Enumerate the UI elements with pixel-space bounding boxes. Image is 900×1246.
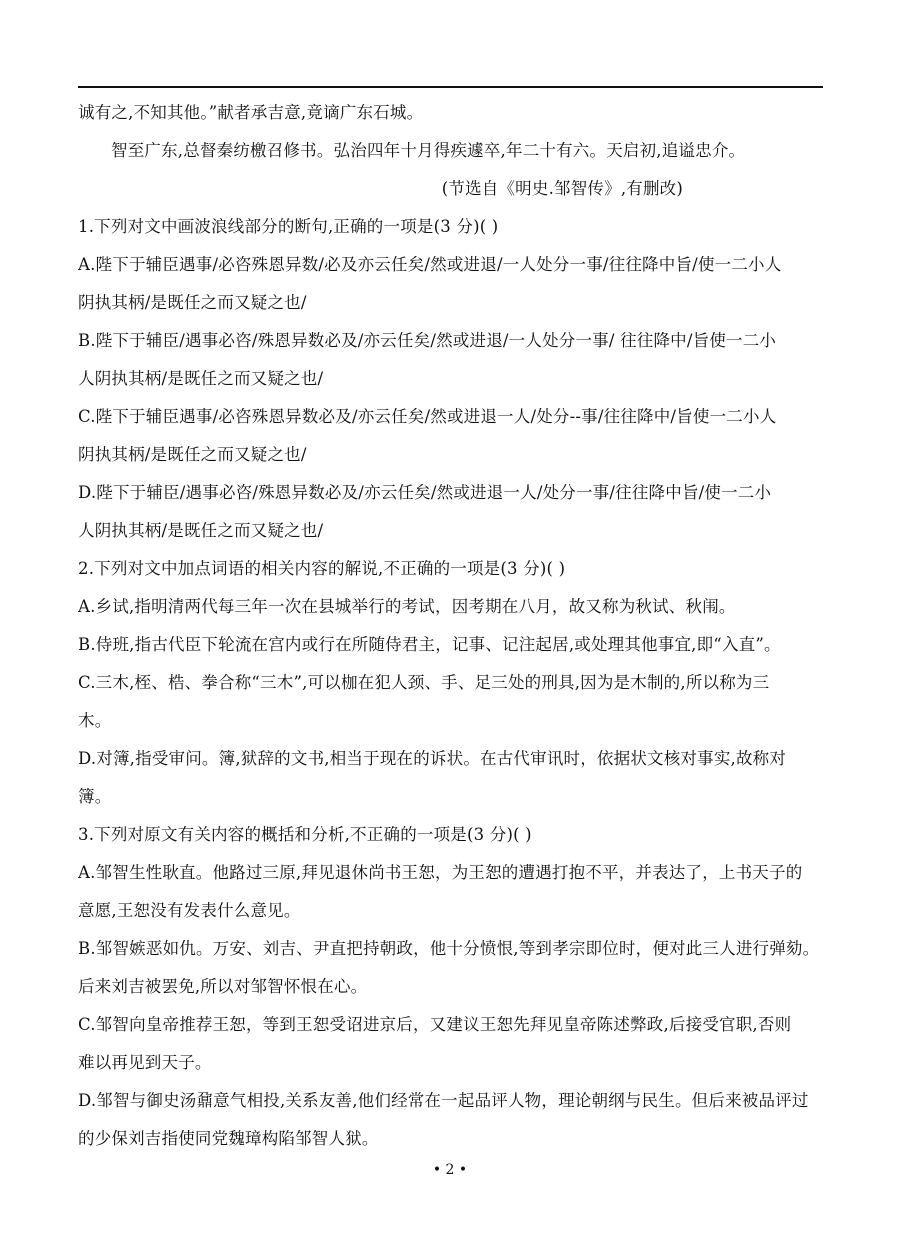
- question-3-option-a-cont: 意愿,王恕没有发表什么意见。: [78, 901, 301, 920]
- question-1-option-c-cont: 阴执其柄/是既任之而又疑之也/: [78, 445, 307, 464]
- question-1-option-b-cont: 人阴执其柄/是既任之而又疑之也/: [78, 369, 324, 388]
- question-1-option-d: D.陛下于辅臣/遇事必咨/殊恩异数必及/亦云任矣/然或进退一人/处分一事/往往降中旨/使一二小: [78, 483, 772, 502]
- question-1-option-c: C.陛下于辅臣遇事/必咨殊恩异数必及/亦云任矣/然或进退一人/处分--事/往往降中/旨使一二小人: [78, 407, 777, 426]
- header-rule: [78, 86, 823, 88]
- question-1-option-a: A.陛下于辅臣遇事/必咨殊恩异数/必及亦云任矣/然或进退/一人处分一事/往往降中旨/使一二小人: [78, 255, 782, 274]
- question-3-option-b: B.邹智嫉恶如仇。万安、刘吉、尹直把持朝政，他十分愤恨,等到孝宗即位时，便对此三人进行弹劾。: [78, 939, 820, 958]
- question-3-option-c-cont: 难以再见到天子。: [78, 1053, 212, 1072]
- question-3-option-a: A.邹智生性耿直。他路过三原,拜见退休尚书王恕，为王恕的遭遇打抱不平，并表达了，上书天子的: [78, 863, 803, 882]
- question-3-option-d-cont: 的少保刘吉指使同党魏璋构陷邹智人狱。: [78, 1129, 379, 1148]
- question-3-stem: 3.下列对原文有关内容的概括和分析,不正确的一项是(3 分)( ): [78, 825, 532, 844]
- page-content: [78, 94, 823, 1158]
- question-2-option-d: D.对簿,指受审问。簿,狱辞的文书,相当于现在的诉状。在古代审讯时，依据状文核对事实,故称对: [78, 749, 787, 768]
- question-2-option-c: C.三木,桎、梏、拳合称“三木”,可以枷在犯人颈、手、足三处的刑具,因为是木制的,所以称为三: [78, 673, 770, 692]
- question-1-option-d-cont: 人阴执其柄/是既任之而又疑之也/: [78, 521, 324, 540]
- passage-paragraph: 智至广东,总督秦纺檄召修书。弘治四年十月得疾遽卒,年二十有六。天启初,追谥忠介。: [111, 141, 746, 160]
- question-2-option-c-cont: 木。: [78, 711, 112, 730]
- question-2-option-b: B.侍班,指古代臣下轮流在宫内或行在所随侍君主，记事、记注起居,或处理其他事宜,即“入直”。: [78, 635, 781, 654]
- question-1-stem: 1.下列对文中画波浪线部分的断句,正确的一项是(3 分)( ): [78, 217, 499, 236]
- question-2-option-d-cont: 簿。: [78, 787, 112, 806]
- passage-source: (节选自《明史.邹智传》,有删改): [441, 179, 683, 198]
- question-3-option-c: C.邹智向皇帝推荐王恕，等到王恕受诏进京后，又建议王恕先拜见皇帝陈述弊政,后接受官职,否则: [78, 1015, 792, 1034]
- question-2-option-a: A.乡试,指明清两代每三年一次在县城举行的考试，因考期在八月，故又称为秋试、秋闱。: [78, 597, 736, 616]
- question-2-stem: 2.下列对文中加点词语的相关内容的解说,不正确的一项是(3 分)( ): [78, 559, 566, 578]
- passage-line: 诚有之,不知其他。”献者承吉意,竟谪广东石城。: [78, 103, 424, 122]
- question-1-option-a-cont: 阴执其柄/是既任之而又疑之也/: [78, 293, 307, 312]
- page-number: • 2 •: [432, 1162, 468, 1178]
- question-1-option-b: B.陛下于辅臣/遇事必咨/殊恩异数必及/亦云任矣/然或进退/一人处分一事/ 往往降中/旨使一二小: [78, 331, 777, 350]
- question-3-option-b-cont: 后来刘吉被罢免,所以对邹智怀恨在心。: [78, 977, 368, 996]
- question-3-option-d: D.邹智与御史汤鼐意气相投,关系友善,他们经常在一起品评人物，理论朝纲与民生。但后来被品评过: [78, 1091, 809, 1110]
